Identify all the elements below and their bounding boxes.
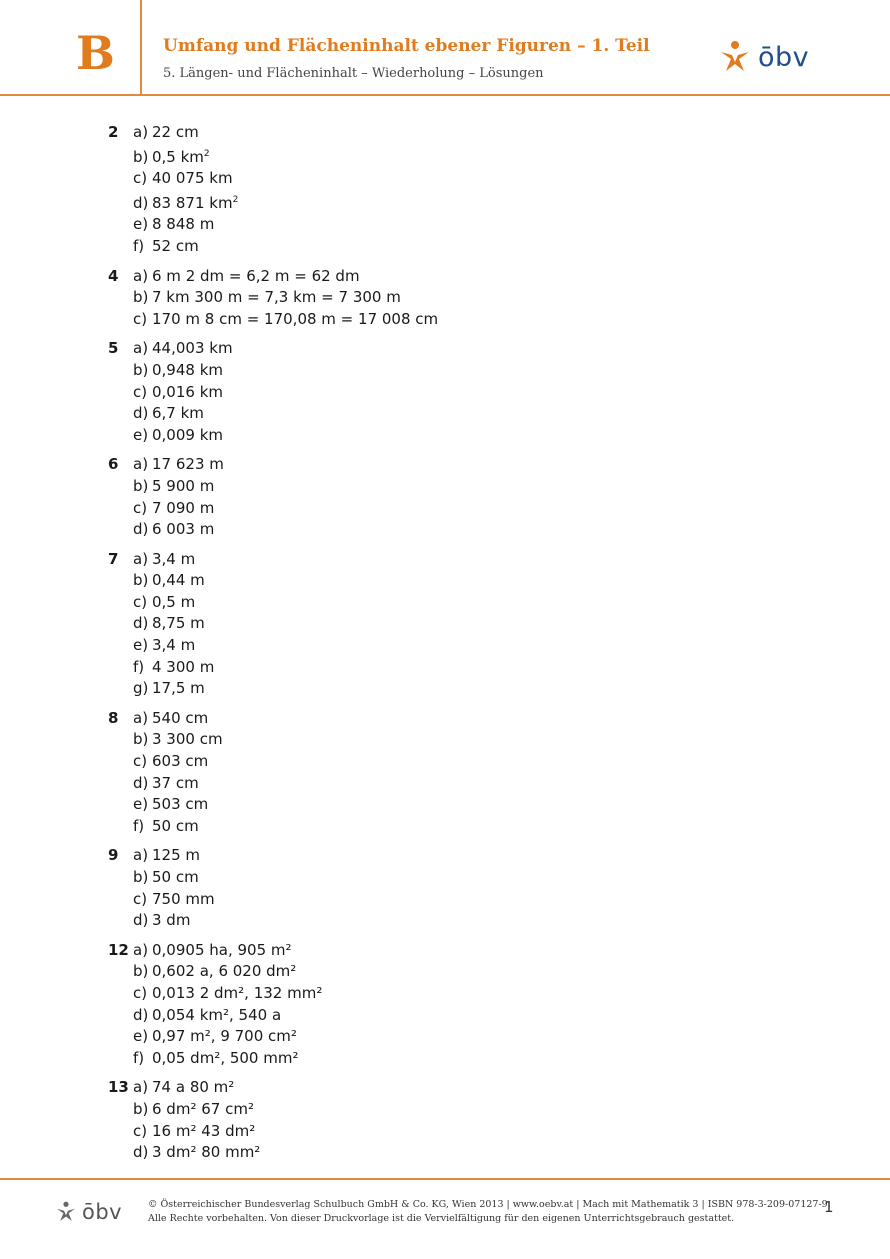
answer-label: a) (133, 123, 149, 141)
exercise-block (108, 708, 808, 838)
answer-text: 0,5 km (152, 147, 204, 166)
answer-label: c) (133, 382, 148, 401)
answer-item (133, 794, 808, 816)
answer-exponent: 2 (203, 148, 210, 159)
answer-item (133, 1026, 808, 1048)
answer-label: b) (133, 868, 149, 886)
answer-item (133, 751, 808, 773)
answer-item (133, 309, 808, 331)
exercise-number: 2 (108, 123, 119, 141)
answer-label: c) (133, 983, 148, 1002)
answer-text: 50 cm (152, 868, 199, 886)
exercise-block (108, 940, 808, 1070)
answer-item (133, 519, 808, 541)
answer-item (133, 214, 808, 236)
answer-list (108, 454, 808, 540)
answer-item (133, 498, 808, 520)
answer-item (133, 570, 808, 592)
answer-text: 0,016 km (152, 382, 224, 401)
answer-label: b) (133, 730, 149, 749)
answer-item (133, 476, 808, 498)
exercise-block (108, 845, 808, 931)
answer-label: a) (133, 266, 149, 285)
answer-item (133, 592, 808, 614)
solutions-list (108, 122, 808, 1172)
oebv-logo (718, 40, 809, 74)
answer-label: b) (133, 1099, 149, 1118)
answer-label: a) (133, 339, 149, 358)
answer-label: d) (133, 911, 149, 930)
answer-label: a) (133, 1078, 149, 1097)
page-header (0, 0, 890, 96)
answer-text: 0,054 km², 540 a (152, 1005, 282, 1024)
answer-text: 22 cm (152, 123, 199, 141)
answer-label: d) (133, 193, 149, 212)
answer-item (133, 236, 808, 258)
answer-item (133, 983, 808, 1005)
answer-label: a) (133, 708, 149, 727)
answer-label: b) (133, 962, 149, 981)
answer-list (108, 266, 808, 331)
answer-label: g) (133, 679, 149, 698)
answer-text: 0,948 km (152, 360, 224, 379)
footer-text (148, 1198, 828, 1226)
answer-text: 0,44 m (152, 571, 205, 590)
answer-item (133, 1077, 808, 1099)
answer-text: 40 075 km (152, 169, 233, 188)
exercise-number: 5 (108, 339, 119, 358)
answer-label: b) (133, 288, 149, 307)
answer-text: 0,5 m (152, 592, 196, 611)
answer-item (133, 338, 808, 360)
exercise-number: 4 (108, 266, 119, 285)
answer-label: a) (133, 846, 149, 865)
answer-label: f) (133, 657, 145, 676)
answer-item (133, 266, 808, 288)
copyright-line: © Österreichischer Bundesverlag Schulbuch GmbH & Co. KG, Wien 2013 | www.oebv.at | Mach mit Mathematik 3 | ISBN 978-3-209-07127-9 (148, 1199, 828, 1210)
answer-text: 5 900 m (152, 476, 215, 495)
answer-text: 6,7 km (152, 404, 204, 423)
answer-text: 7 090 m (152, 498, 215, 517)
answer-label: f) (133, 1048, 145, 1067)
answer-item (133, 729, 808, 751)
exercise-block (108, 454, 808, 540)
answer-label: d) (133, 404, 149, 423)
answer-label: d) (133, 773, 149, 792)
answer-text: 37 cm (152, 773, 199, 792)
page-subtitle: 5. Längen- und Flächeninhalt – Wiederholung – Lösungen (163, 66, 544, 81)
footer-logo (55, 1200, 122, 1224)
answer-text: 16 m² 43 dm² (152, 1121, 256, 1140)
answer-item (133, 382, 808, 404)
answer-item (133, 1142, 808, 1164)
answer-list (108, 122, 808, 258)
answer-text: 8 848 m (152, 215, 215, 234)
answer-item (133, 889, 808, 911)
answer-text: 3 dm (152, 911, 191, 930)
answer-label: a) (133, 549, 149, 568)
answer-text: 0,013 2 dm², 132 mm² (152, 983, 323, 1002)
answer-item (133, 961, 808, 983)
answer-label: b) (133, 571, 149, 590)
exercise-number: 7 (108, 549, 119, 568)
answer-item (133, 454, 808, 476)
answer-item (133, 1048, 808, 1070)
answer-text: 0,05 dm², 500 mm² (152, 1048, 299, 1067)
answer-text: 0,602 a, 6 020 dm² (152, 962, 297, 981)
answer-label: c) (133, 592, 148, 611)
answer-item (133, 816, 808, 838)
answer-item (133, 168, 808, 190)
answer-item (133, 773, 808, 795)
answer-item (133, 910, 808, 932)
rights-line: Alle Rechte vorbehalten. Von dieser Druckvorlage ist die Vervielfältigung für den eigenen Unterrichtsgebrauch gestattet. (148, 1213, 735, 1224)
answer-label: e) (133, 795, 149, 814)
answer-item (133, 678, 808, 700)
answer-text: 3,4 m (152, 636, 196, 655)
answer-list (108, 845, 808, 931)
answer-item (133, 708, 808, 730)
answer-item (133, 867, 808, 889)
exercise-number: 9 (108, 846, 119, 865)
exercise-number: 12 (108, 940, 129, 959)
exercise-block (108, 266, 808, 331)
star-person-icon (718, 40, 752, 74)
answer-text: 0,009 km (152, 425, 224, 444)
answer-list (108, 708, 808, 838)
answer-label: e) (133, 636, 149, 655)
answer-text: 50 cm (152, 816, 199, 835)
answer-item (133, 360, 808, 382)
answer-text: 83 871 km (152, 193, 233, 212)
answer-label: a) (133, 940, 149, 959)
answer-exponent: 2 (232, 194, 239, 205)
exercise-number: 6 (108, 455, 119, 474)
answer-label: e) (133, 1027, 149, 1046)
answer-text: 6 m 2 dm = 6,2 m = 62 dm (152, 266, 360, 285)
page-title: Umfang und Flächeninhalt ebener Figuren – 1. Teil (163, 36, 650, 56)
answer-text: 503 cm (152, 795, 209, 814)
answer-label: b) (133, 147, 149, 166)
answer-text: 8,75 m (152, 614, 205, 633)
answer-item (133, 1005, 808, 1027)
answer-item (133, 122, 808, 144)
exercise-number: 8 (108, 708, 119, 727)
exercise-block (108, 549, 808, 700)
answer-label: c) (133, 889, 148, 908)
answer-label: d) (133, 614, 149, 633)
answer-text: 7 km 300 m = 7,3 km = 7 300 m (152, 288, 401, 307)
answer-label: a) (133, 455, 149, 474)
answer-item (133, 425, 808, 447)
answer-list (108, 549, 808, 700)
answer-label: d) (133, 520, 149, 539)
footer-divider (0, 1178, 890, 1180)
answer-label: d) (133, 1005, 149, 1024)
answer-label: c) (133, 1121, 148, 1140)
answer-text: 750 mm (152, 889, 215, 908)
answer-text: 4 300 m (152, 657, 215, 676)
answer-label: c) (133, 498, 148, 517)
answer-label: c) (133, 752, 148, 771)
answer-text: 74 a 80 m² (152, 1078, 235, 1097)
answer-label: b) (133, 476, 149, 495)
answer-text: 17,5 m (152, 679, 205, 698)
answer-label: f) (133, 236, 145, 255)
page-number: 1 (824, 1198, 834, 1216)
exercise-block (108, 1077, 808, 1163)
star-person-icon (55, 1201, 77, 1223)
exercise-block (108, 122, 808, 258)
answer-text: 3 dm² 80 mm² (152, 1143, 261, 1162)
answer-label: e) (133, 425, 149, 444)
answer-label: c) (133, 309, 148, 328)
answer-label: b) (133, 360, 149, 379)
header-divider (140, 0, 142, 94)
logo-text: ōbv (758, 41, 810, 73)
answer-label: d) (133, 1143, 149, 1162)
answer-text: 170 m 8 cm = 170,08 m = 17 008 cm (152, 309, 439, 328)
answer-text: 52 cm (152, 236, 199, 255)
answer-label: e) (133, 215, 149, 234)
answer-item (133, 1099, 808, 1121)
answer-item (133, 845, 808, 867)
exercise-number: 13 (108, 1078, 129, 1097)
answer-text: 17 623 m (152, 455, 224, 474)
answer-text: 44,003 km (152, 339, 233, 358)
answer-text: 3,4 m (152, 549, 196, 568)
section-letter: B (76, 26, 115, 80)
answer-item (133, 940, 808, 962)
answer-item (133, 635, 808, 657)
answer-text: 540 cm (152, 708, 209, 727)
answer-item (133, 1121, 808, 1143)
footer-logo-text: ōbv (82, 1199, 123, 1224)
exercise-block (108, 338, 808, 446)
answer-item (133, 549, 808, 571)
answer-label: f) (133, 816, 145, 835)
answer-item (133, 657, 808, 679)
answer-text: 0,97 m², 9 700 cm² (152, 1027, 297, 1046)
answer-list (108, 338, 808, 446)
answer-text: 3 300 cm (152, 730, 223, 749)
answer-text: 6 003 m (152, 520, 215, 539)
answer-item (133, 144, 808, 169)
answer-item (133, 403, 808, 425)
answer-label: c) (133, 169, 148, 188)
answer-text: 603 cm (152, 752, 209, 771)
answer-item (133, 613, 808, 635)
answer-list (108, 1077, 808, 1163)
answer-item (133, 287, 808, 309)
answer-item (133, 190, 808, 215)
answer-text: 0,0905 ha, 905 m² (152, 940, 292, 959)
answer-text: 6 dm² 67 cm² (152, 1099, 254, 1118)
answer-list (108, 940, 808, 1070)
answer-text: 125 m (152, 846, 201, 865)
